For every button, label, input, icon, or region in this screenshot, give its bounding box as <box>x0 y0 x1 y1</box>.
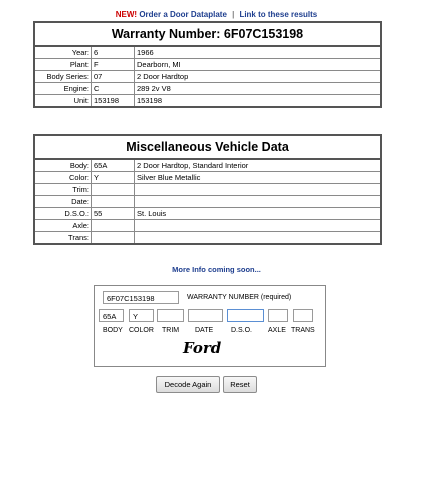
row-code <box>92 196 135 208</box>
row-value: Silver Blue Metallic <box>135 172 382 184</box>
table-row <box>34 220 381 232</box>
separator: | <box>232 10 235 19</box>
warranty-number-label: WARRANTY NUMBER (required) <box>187 294 292 301</box>
table-row <box>34 83 381 95</box>
order-dataplate-link[interactable]: Order a Door Dataplate <box>139 10 227 19</box>
table-row <box>34 196 381 208</box>
row-label: Body Series: <box>34 71 92 83</box>
table-row <box>34 184 381 196</box>
body-label: BODY <box>103 327 123 334</box>
table-row <box>34 172 381 184</box>
table-row <box>34 71 381 83</box>
warranty-title: Warranty Number: 6F07C153198 <box>34 22 381 46</box>
color-label: COLOR <box>129 327 154 334</box>
decode-again-button[interactable]: Decode Again <box>156 376 220 393</box>
row-value <box>135 220 382 232</box>
table-row <box>34 95 381 108</box>
more-info-text: More Info coming soon... <box>172 265 261 274</box>
dataplate-decoder <box>94 285 326 367</box>
top-links <box>0 10 433 19</box>
trans-label: TRANS <box>291 327 315 334</box>
body-input[interactable]: 65A <box>99 309 124 322</box>
trim-input[interactable] <box>157 309 184 322</box>
row-value <box>135 184 382 196</box>
row-value <box>135 232 382 245</box>
color-input[interactable]: Y <box>129 309 154 322</box>
row-label: Plant: <box>34 59 92 71</box>
table-row <box>34 208 381 220</box>
dso-input[interactable] <box>227 309 264 322</box>
row-value <box>135 196 382 208</box>
row-code: F <box>92 59 135 71</box>
row-code: C <box>92 83 135 95</box>
axle-input[interactable] <box>268 309 288 322</box>
row-code <box>92 232 135 245</box>
row-label: Color: <box>34 172 92 184</box>
row-value: 289 2v V8 <box>135 83 382 95</box>
row-code: 65A <box>92 159 135 172</box>
ford-logo: Ford <box>183 339 222 357</box>
date-input[interactable] <box>188 309 223 322</box>
row-code: 07 <box>92 71 135 83</box>
row-value: 1966 <box>135 46 382 59</box>
row-code <box>92 220 135 232</box>
row-label: Year: <box>34 46 92 59</box>
table-row <box>34 159 381 172</box>
row-value: Dearborn, MI <box>135 59 382 71</box>
table-row <box>34 232 381 245</box>
row-value: 2 Door Hardtop <box>135 71 382 83</box>
row-value: St. Louis <box>135 208 382 220</box>
dso-label: D.S.O. <box>231 327 253 334</box>
row-value: 2 Door Hardtop, Standard Interior <box>135 159 382 172</box>
row-code: 6 <box>92 46 135 59</box>
row-label: Date: <box>34 196 92 208</box>
row-label: Engine: <box>34 83 92 95</box>
misc-data-table <box>33 134 382 245</box>
row-code: 55 <box>92 208 135 220</box>
trim-label: TRIM <box>162 327 180 334</box>
reset-button[interactable]: Reset <box>223 376 257 393</box>
row-label: Trim: <box>34 184 92 196</box>
row-code: Y <box>92 172 135 184</box>
link-to-results[interactable]: Link to these results <box>239 10 318 19</box>
misc-title: Miscellaneous Vehicle Data <box>34 135 381 159</box>
axle-label: AXLE <box>268 327 286 334</box>
row-value: 153198 <box>135 95 382 108</box>
row-code: 153198 <box>92 95 135 108</box>
row-label: Unit: <box>34 95 92 108</box>
table-row <box>34 46 381 59</box>
row-label: D.S.O.: <box>34 208 92 220</box>
row-label: Axle: <box>34 220 92 232</box>
row-label: Body: <box>34 159 92 172</box>
row-code <box>92 184 135 196</box>
warranty-table <box>33 21 382 108</box>
trans-input[interactable] <box>293 309 313 322</box>
table-row <box>34 59 381 71</box>
new-badge: NEW! <box>115 10 138 19</box>
date-label: DATE <box>195 327 214 334</box>
row-label: Trans: <box>34 232 92 245</box>
warranty-number-input[interactable]: 6F07C153198 <box>103 291 179 304</box>
